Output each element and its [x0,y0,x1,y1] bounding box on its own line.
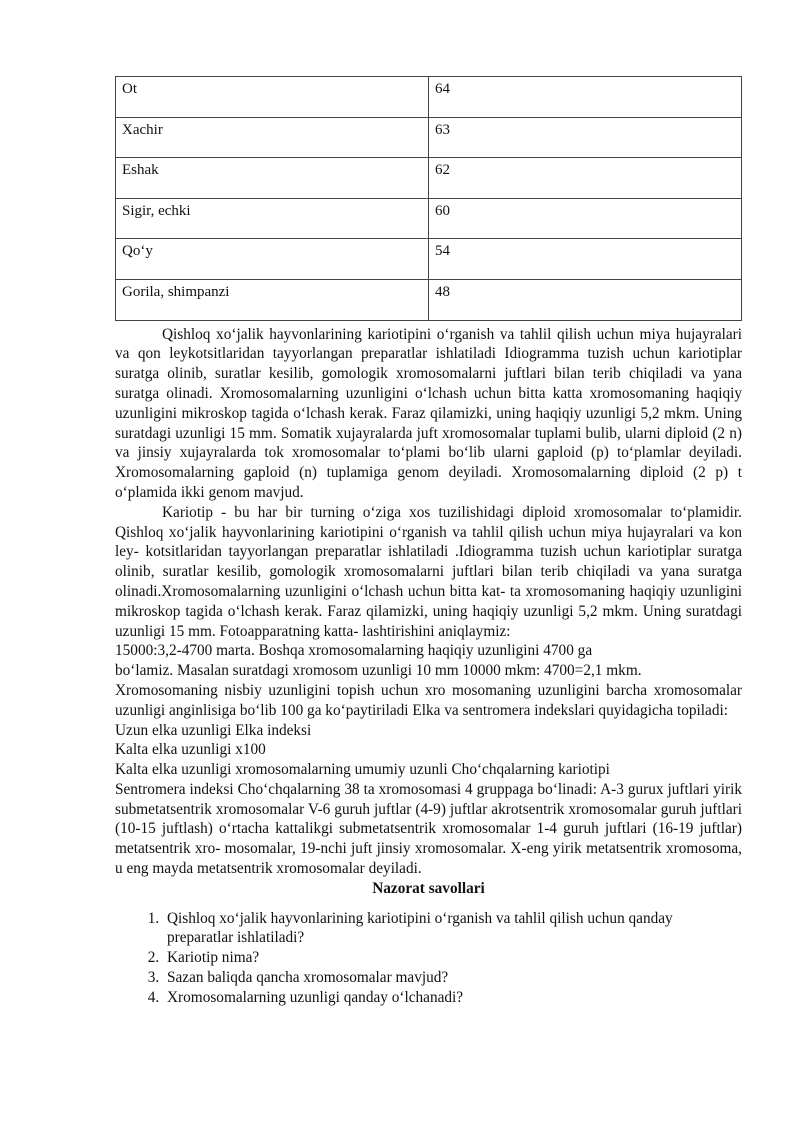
paragraph-preparations: Qishloq xo‘jalik hayvonlarining kariotipini o‘rganish va tahlil qilish uchun miya hujayralari va qon leykotsitlaridan tayyorlangan preparatlar ishlatiladi Idiogramma tuzish uchun kariotiplar suratga olinib, suratlar kesilib, gomologik xromosomalarni juftlari bilan terib chiqiladi va yana suratga olinadi. Xromosomalarning uzunligini o‘lchash uchun bitta katta xromosomaning haqiqiy uzunligini mikroskop tagida o‘lchash kerak. Faraz qilamizki, uning haqiqiy uzunligi 5,2 mkm. Uning suratdagi uzunligi 15 mm. Somatik xujayralarda juft xromosomalar tuplami bulib, ularni diploid (2 n) va jinsiy xujayralarda tok xromosomalar to‘plami bo‘lib ularni gaploid (p) to‘plamlar deyiladi. Xromosomalarning gaploid (n) tuplamiga genom deyiladi. Xromosomalarning diploid (2 p) t o‘plamida ikki genom mavjud. [115,325,742,501]
list-item: 4. Xromosomalarning uzunligi qanday o‘lchanadi? [163,988,742,1008]
table-row [116,198,742,239]
list-item: 2. Kariotip nima? [163,948,742,968]
body-text [115,325,742,879]
species-cell: Qo‘y [116,239,429,280]
chromosome-count-cell: 48 [429,279,742,320]
page [115,76,742,1008]
species-cell: Eshak [116,158,429,199]
species-cell: Sigir, echki [116,198,429,239]
species-cell: Gorila, shimpanzi [116,279,429,320]
question-list [115,909,742,1008]
list-item: 1. Qishloq xo‘jalik hayvonlarining kariotipini o‘rganish va tahlil qilish uchun qanday preparatlar ishlatiladi? [163,909,742,949]
table-row [116,77,742,118]
section-heading: Nazorat savollari [372,879,485,897]
text-line: 15000:3,2-4700 marta. Boshqa xromosomalarning haqiqiy uzunligini 4700 ga [115,642,593,660]
list-item: 3. Sazan baliqda qancha xromosomalar mavjud? [163,968,742,988]
text-line: Kalta elka uzunligi xromosomalarning umumiy uzunli Cho‘chqalarning kariotipi [115,761,610,779]
chromosome-count-cell: 54 [429,239,742,280]
chromosome-table [115,76,742,321]
table-row [116,279,742,320]
table-row [116,239,742,280]
chromosome-count-cell: 60 [429,198,742,239]
species-cell: Xachir [116,117,429,158]
chromosome-count-cell: 62 [429,158,742,199]
text-line: Kalta elka uzunligi x100 [115,741,266,759]
paragraph-karyotype: Kariotip - bu har bir turning o‘ziga xos tuzilishidagi diploid xromosomalar to‘plamidir. Qishloq xo‘jalik hayvonlarining kariotipini o‘rganish va tahlil qilish uchun miya hujayralari va kon ley- kotsitlaridan tayyorlangan preparatlar ishlatiladi .Idiogramma tuzish uchun kariotiplar suratga olinib, suratlar kesilib, gomologik xromosomalarni juftlari bilan terib chiqiladi va yana suratga olinadi.Xromosomalarning uzunligini o‘lchash uchun bitta kat- ta xromosomaning haqiqiy uzunligini mikroskop tagida o‘lchash kerak. Faraz qilamizki, uning haqiqiy uzunligi 5,2 mkm. Uning suratdagi uzunligi 15 mm. Fotoapparatning katta- lashtirishini aniqlaymiz: [115,503,742,640]
table-row [116,158,742,199]
chromosome-count-cell: 64 [429,77,742,118]
species-cell: Ot [116,77,429,118]
paragraph-relative-length: Xromosomaning nisbiy uzunligini topish uchun xro mosomaning uzunligini barcha xromosomalar uzunligi anginlisiga bo‘lib 100 ga ko‘paytiriladi Elka va sentromera indekslari quyidagicha topiladi: [115,681,742,719]
text-line: bo‘lamiz. Masalan suratdagi xromosom uzunligi 10 mm 10000 mkm: 4700=2,1 mkm. [115,662,642,680]
table-row [116,117,742,158]
text-line: Uzun elka uzunligi Elka indeksi [115,721,312,739]
paragraph-centromere-index: Sentromera indeksi Cho‘chqalarning 38 ta xromosomasi 4 gruppaga bo‘linadi: A-3 gurux juftlari yirik submetatsentrik xromosomalar V-6 guruh juftlar (4-9) juftlar akrotsentrik xromosomalar guruh juftlari (10-15 juftlash) o‘rtacha kattalikgi submetatsentrik xromosomalar 1-4 guruh juftlari (16-19 juftlar) metatsentrik xro- mosomalar, 19-nchi juft jinsiy xromosomalar. X-eng yirik metatsentrik xromosoma, u eng mayda metatsentrik xromosomalar deyiladi. [115,780,742,878]
chromosome-count-cell: 63 [429,117,742,158]
